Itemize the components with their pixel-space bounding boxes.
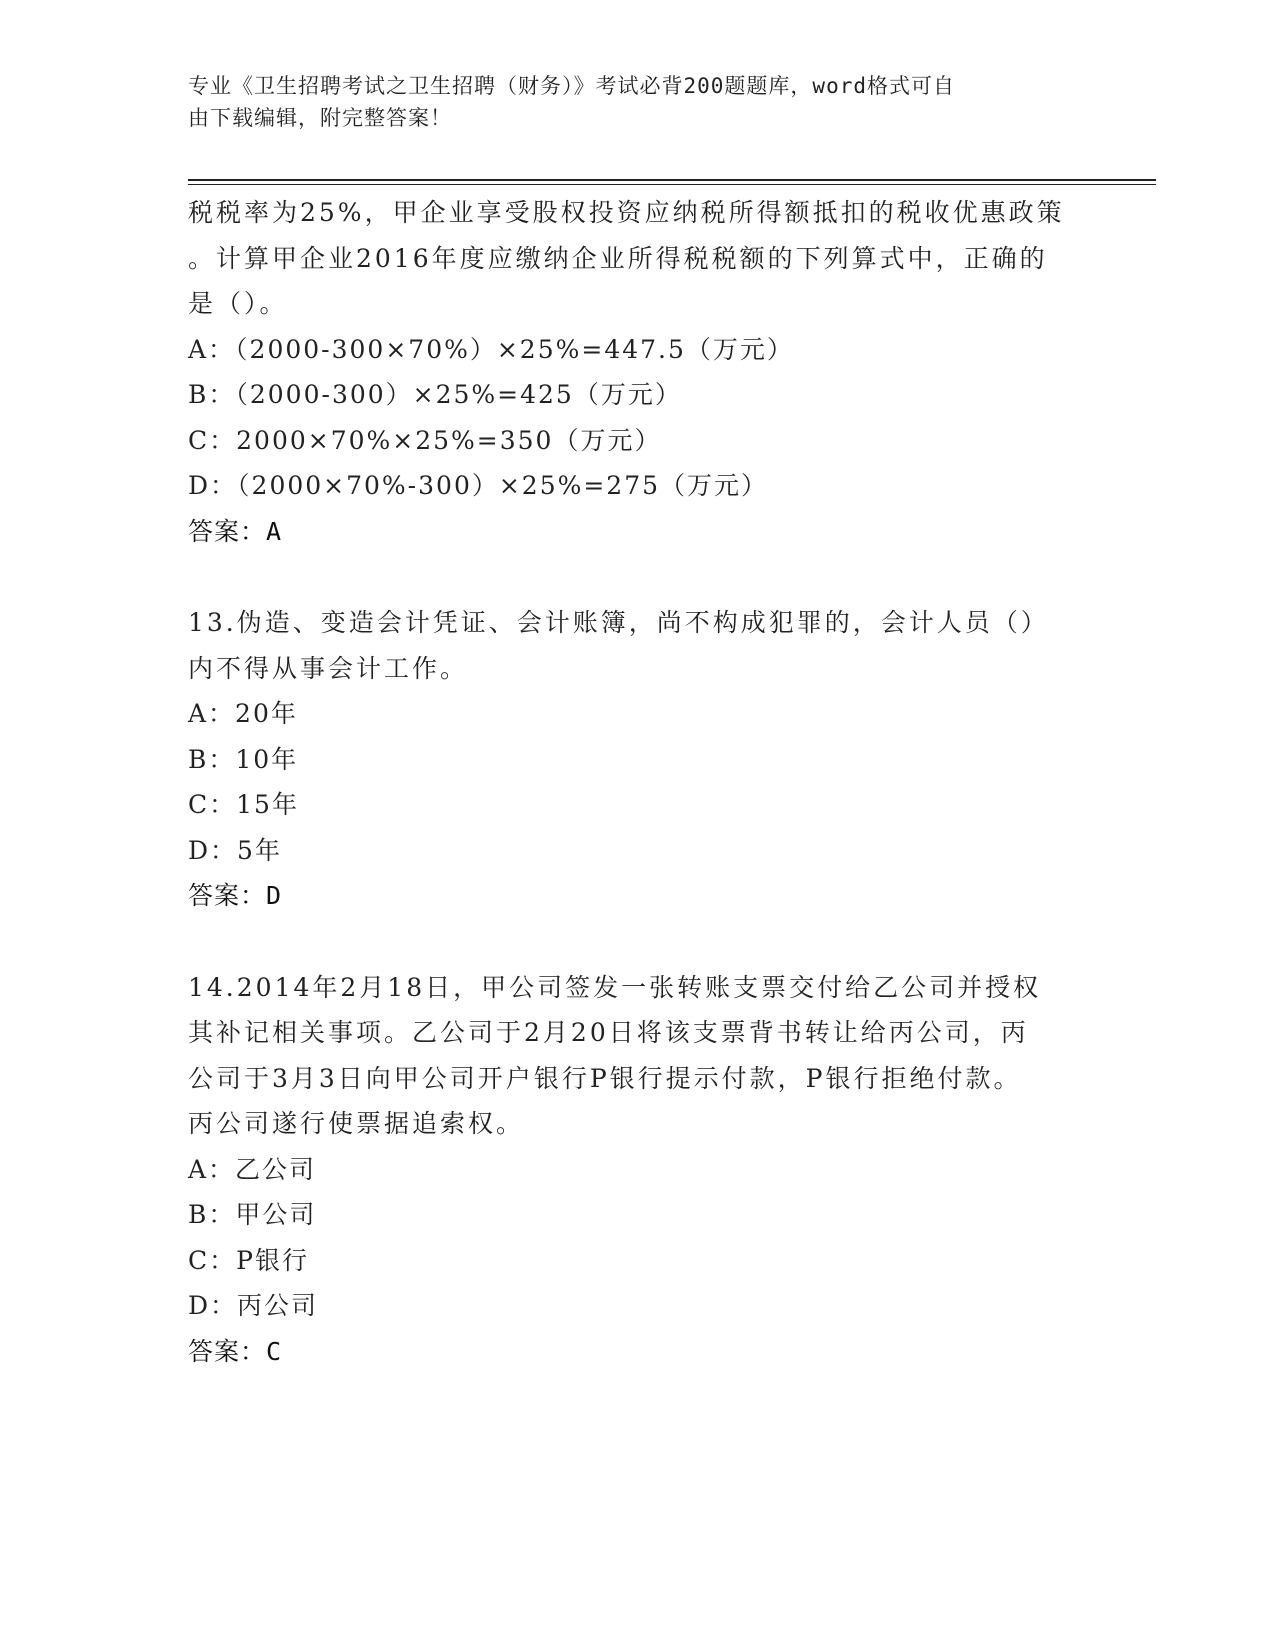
question-stem-line: 丙公司遂行使票据追索权。: [188, 1109, 525, 1138]
question-14: [188, 965, 1088, 1375]
answer: 答案：A: [188, 516, 283, 546]
header-rule-thin: [188, 184, 1156, 185]
option-a: A：（2000-300×70%）×25%=447.5（万元）: [188, 334, 794, 364]
option-c: C：2000×70%×25%=350（万元）: [188, 425, 662, 455]
option-d: D：5年: [188, 835, 282, 865]
header-line-1: 专业《卫生招聘考试之卫生招聘（财务）》考试必背200题题库，word格式可自: [188, 74, 955, 98]
option-d: D：丙公司: [188, 1291, 319, 1320]
question-stem-line: 公司于3月3日向甲公司开户银行P银行提示付款，P银行拒绝付款。: [188, 1063, 1022, 1093]
answer: 答案：D: [188, 881, 283, 910]
header-rule-thick: [188, 179, 1156, 181]
question-stem-line: 税税率为25%，甲企业享受股权投资应纳税所得额抵扣的税收优惠政策: [188, 198, 1065, 227]
option-a: A：乙公司: [188, 1154, 317, 1184]
document-body: [188, 190, 1088, 1374]
question-stem-line: 其补记相关事项。乙公司于2月20日将该支票背书转让给丙公司，丙: [188, 1018, 1029, 1047]
question-stem-line: 是（）。: [188, 289, 288, 318]
option-a: A：20年: [188, 699, 298, 728]
question-stem-line: 13.伪造、变造会计凭证、会计账簿，尚不构成犯罪的，会计人员（）: [188, 608, 1049, 637]
question-stem-line: 。计算甲企业2016年度应缴纳企业所得税税额的下列算式中，正确的: [188, 243, 1048, 273]
option-d: D：（2000×70%-300）×25%=275（万元）: [188, 471, 769, 500]
option-b: B：（2000-300）×25%=425（万元）: [188, 380, 682, 409]
answer: 答案：C: [188, 1336, 283, 1366]
option-c: C：15年: [188, 790, 299, 819]
question-stem-line: 内不得从事会计工作。: [188, 653, 469, 683]
header-line-2: 由下载编辑，附完整答案！: [188, 106, 452, 130]
option-c: C：P银行: [188, 1245, 309, 1275]
question-13: [188, 600, 1088, 919]
option-b: B：甲公司: [188, 1200, 317, 1229]
document-header: [188, 70, 1068, 134]
question-stem-line: 14.2014年2月18日，甲公司签发一张转账支票交付给乙公司并授权: [188, 972, 1042, 1002]
option-b: B：10年: [188, 744, 299, 774]
question-12: [188, 190, 1088, 554]
